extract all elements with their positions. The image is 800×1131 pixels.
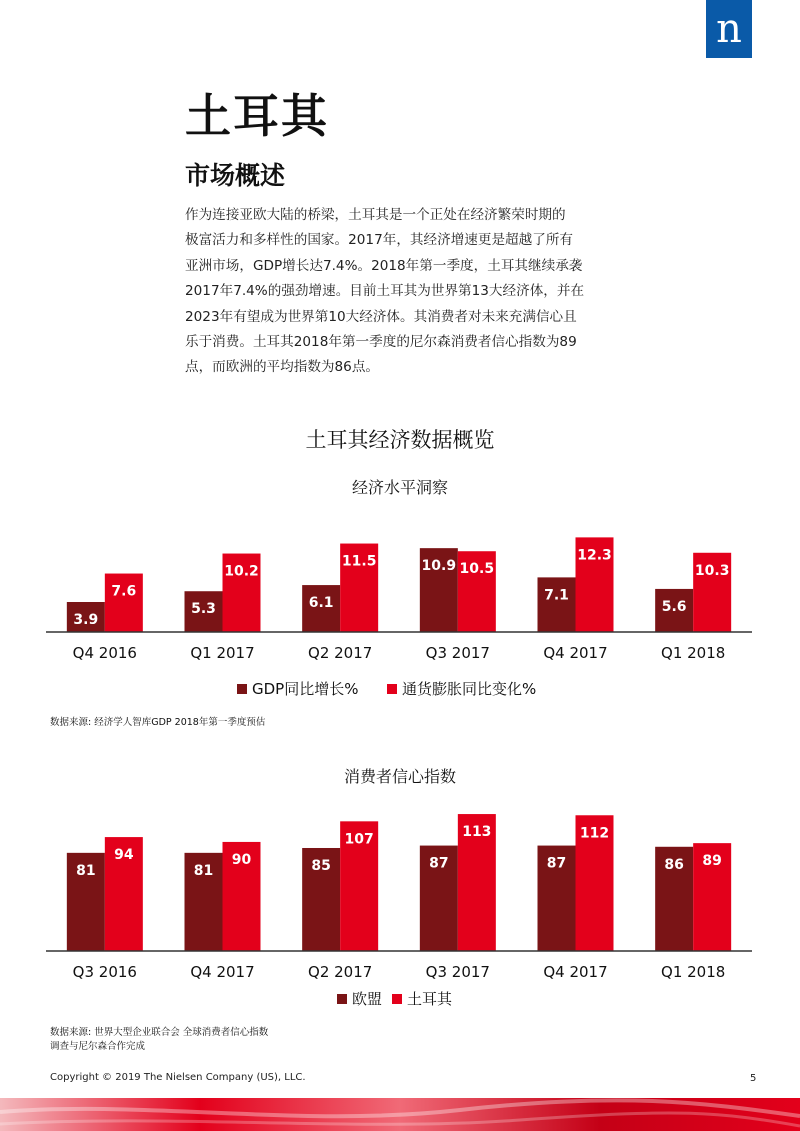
paragraph-line: 极富活力和多样性的国家。2017年，其经济增速更是超越了所有 (185, 232, 574, 249)
category-tick-label: Q1 2017 (190, 644, 255, 662)
data-label: 3.9 (73, 612, 99, 628)
data-label: 11.5 (341, 553, 377, 570)
paragraph-line: 亚洲市场，GDP增长达7.4%。2018年第一季度，土耳其继续承袭 (185, 257, 583, 274)
data-label: 107 (344, 831, 374, 848)
decorative-red-band (0, 1098, 800, 1131)
economy-bar-chart (0, 520, 800, 715)
data-label: 10.5 (459, 561, 495, 578)
category-tick-label: Q1 2018 (661, 644, 726, 662)
data-label: 113 (462, 824, 492, 841)
legend-swatch (237, 684, 247, 694)
bar-series1 (538, 577, 576, 632)
category-tick-label: Q4 2017 (543, 644, 608, 662)
data-label: 10.9 (421, 558, 457, 575)
bar-series2 (105, 574, 143, 632)
section-subtitle: 市场概述 (185, 161, 286, 190)
overview-title: 土耳其经济数据概览 (305, 428, 495, 452)
category-tick-label: Q3 2017 (425, 963, 490, 981)
legend-label: 通货膨胀同比变化% (402, 680, 537, 698)
legend-swatch (337, 994, 347, 1004)
paragraph-line: 2017年7.4%的强劲增速。目前土耳其为世界第13大经济体，并在 (185, 283, 585, 300)
paragraph-line: 点，而欧洲的平均指数为86点。 (185, 359, 380, 376)
confidence-bar-chart (0, 808, 800, 1013)
category-tick-label: Q2 2017 (308, 963, 373, 981)
data-label: 94 (114, 847, 134, 864)
data-label: 7.6 (111, 583, 137, 600)
category-tick-label: Q3 2017 (425, 644, 490, 662)
paragraph-line: 乐于消费。土耳其2018年第一季度的尼尔森消费者信心指数为89 (185, 334, 577, 351)
category-tick-label: Q4 2017 (190, 963, 255, 981)
confidence-chart-source (50, 1026, 268, 1054)
data-label: 6.1 (308, 595, 334, 612)
source-line: 调查与尼尔森合作完成 (50, 1041, 146, 1052)
confidence-chart-title: 消费者信心指数 (343, 767, 456, 786)
data-label: 81 (76, 862, 96, 879)
economy-chart-source: 数据来源: 经济学人智库GDP 2018年第一季度预估 (50, 717, 266, 728)
data-label: 7.1 (544, 587, 569, 604)
data-label: 5.6 (661, 598, 687, 615)
category-tick-label: Q1 2018 (661, 963, 726, 981)
economy-chart-title: 经济水平洞察 (351, 478, 448, 497)
data-label: 85 (311, 857, 331, 874)
category-tick-label: Q4 2016 (72, 644, 137, 662)
data-label: 87 (546, 855, 567, 872)
data-label: 87 (429, 855, 449, 872)
legend-label: 欧盟 (352, 990, 383, 1008)
category-tick-label: Q4 2017 (543, 963, 608, 981)
copyright-notice: Copyright © 2019 The Nielsen Company (US), LLC. (50, 1072, 306, 1083)
legend-label: GDP同比增长% (252, 680, 359, 698)
paragraph-line: 作为连接亚欧大陆的桥梁，土耳其是一个正处在经济繁荣时期的 (185, 207, 566, 223)
data-label: 89 (702, 853, 722, 870)
data-label: 81 (193, 862, 214, 879)
category-tick-label: Q2 2017 (308, 644, 373, 662)
data-label: 112 (579, 825, 610, 842)
source-line: 数据来源: 世界大型企业联合会 全球消费者信心指数 (50, 1027, 269, 1038)
page-number: 5 (750, 1073, 757, 1084)
page-title: 土耳其 (185, 89, 329, 143)
legend-swatch (387, 684, 397, 694)
market-overview-paragraph (185, 203, 615, 381)
data-label: 5.3 (191, 601, 216, 618)
data-label: 90 (231, 851, 252, 868)
paragraph-line: 2023年有望成为世界第10大经济体。其消费者对未来充满信心且 (185, 308, 577, 325)
nielsen-logo: n (706, 0, 752, 58)
data-label: 10.2 (224, 563, 259, 580)
data-label: 12.3 (577, 547, 612, 564)
data-label: 86 (664, 856, 684, 873)
data-label: 10.3 (694, 562, 730, 579)
legend-swatch (392, 994, 402, 1004)
legend-label: 土耳其 (407, 990, 453, 1008)
category-tick-label: Q3 2016 (72, 963, 137, 981)
